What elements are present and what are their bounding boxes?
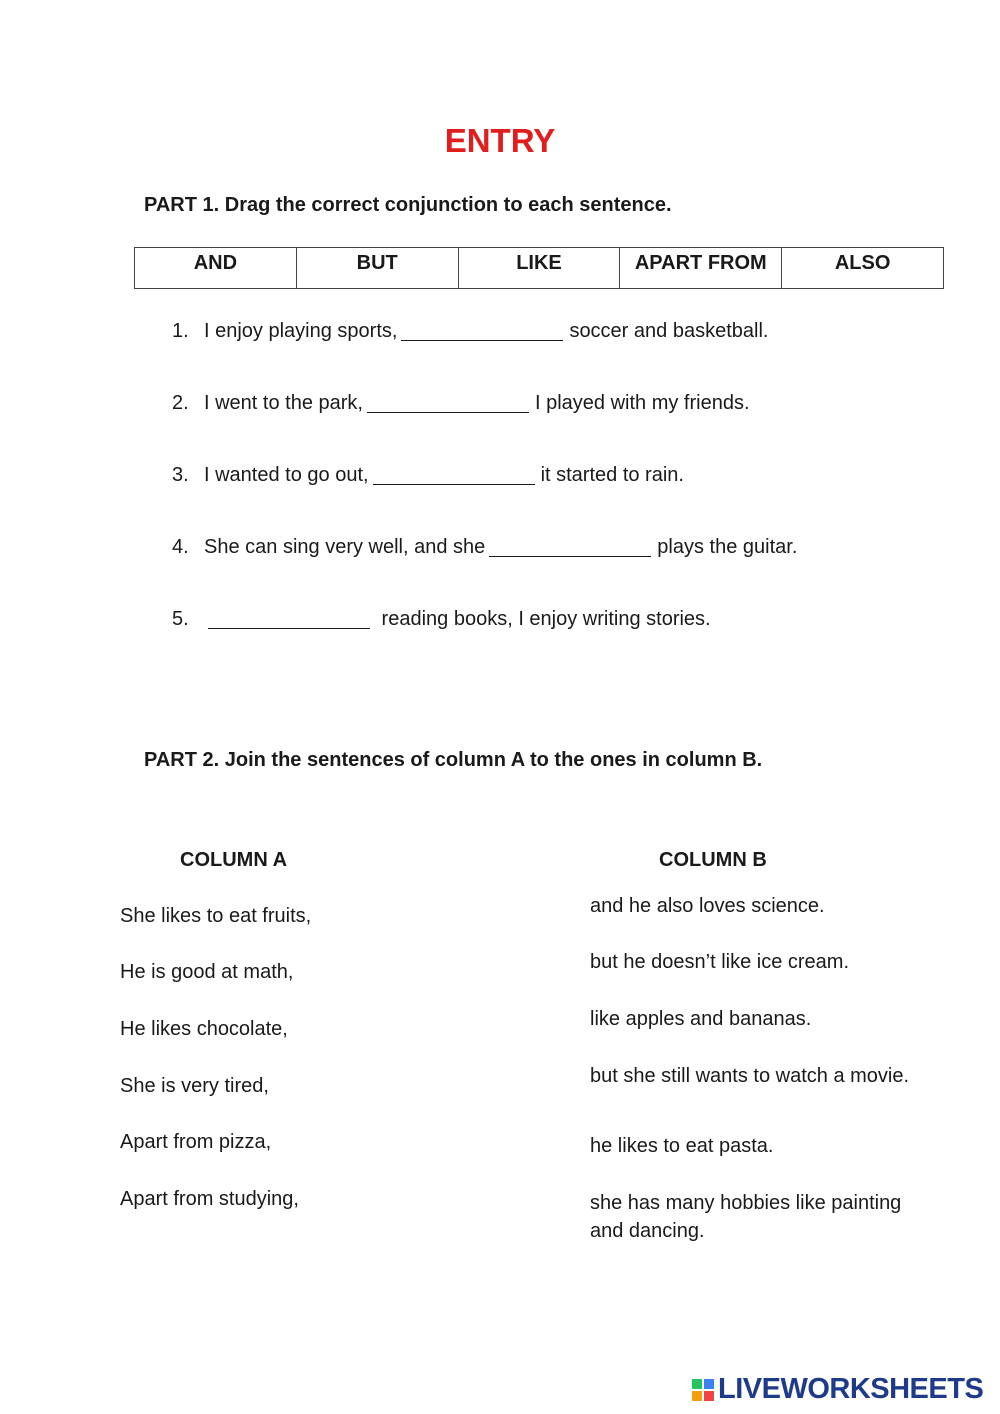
column-a-item-5[interactable]: Apart from pizza, (120, 1131, 272, 1153)
drop-blank-1[interactable] (401, 320, 563, 341)
word-option-and[interactable]: AND (135, 248, 297, 289)
column-b-item-4[interactable]: but she still wants to watch a movie. (590, 1065, 910, 1087)
sentence-text-before: I enjoy playing sports, (204, 320, 398, 342)
column-b-item-1[interactable]: and he also loves science. (590, 895, 825, 917)
sentence-number: 3. (172, 464, 189, 486)
sentence-text-after: plays the guitar. (657, 536, 798, 558)
drop-blank-2[interactable] (367, 392, 529, 413)
liveworksheets-logo (692, 1373, 983, 1406)
column-b-heading: COLUMN B (659, 849, 767, 871)
sentence-5 (172, 608, 797, 680)
sentence-4 (172, 536, 797, 608)
column-b-item-6[interactable]: she has many hobbies like painting and dancing. (590, 1192, 902, 1242)
sentence-text-after: it started to rain. (540, 464, 684, 486)
sentence-2 (172, 392, 797, 464)
page-title: ENTRY (444, 122, 556, 159)
sentence-3 (172, 464, 797, 536)
word-option-but[interactable]: BUT (296, 248, 458, 289)
word-bank (134, 247, 944, 289)
column-a-item-2[interactable]: He is good at math, (120, 961, 294, 983)
part2-heading: PART 2. Join the sentences of column A to the ones in column B. (144, 749, 763, 771)
sentence-number: 4. (172, 536, 189, 558)
drop-blank-3[interactable] (373, 464, 535, 485)
sentence-text-after: I played with my friends. (534, 392, 750, 414)
word-option-also[interactable]: ALSO (782, 248, 944, 289)
sentence-number: 2. (172, 392, 189, 414)
sentence-number: 1. (172, 320, 189, 342)
logo-block (704, 1379, 714, 1389)
sentence-text-after: soccer and basketball. (569, 320, 769, 342)
sentence-text-after: reading books, I enjoy writing stories. (376, 608, 711, 630)
column-b-item-5[interactable]: he likes to eat pasta. (590, 1135, 774, 1157)
logo-text: LIVEWORKSHEETS (718, 1373, 984, 1405)
logo-blocks-icon (692, 1379, 714, 1401)
sentence-text-before: I went to the park, (204, 392, 363, 414)
column-b-item-3[interactable]: like apples and bananas. (590, 1008, 812, 1030)
drop-blank-4[interactable] (489, 536, 651, 557)
sentence-text-before: She can sing very well, and she (204, 536, 486, 558)
drop-blank-5[interactable] (208, 608, 370, 629)
sentence-list (172, 320, 797, 680)
word-option-apart-from[interactable]: APART FROM (620, 248, 782, 289)
column-a-item-6[interactable]: Apart from studying, (120, 1188, 299, 1210)
column-b-item-2[interactable]: but he doesn’t like ice cream. (590, 951, 850, 973)
word-option-like[interactable]: LIKE (458, 248, 620, 289)
sentence-1 (172, 320, 797, 392)
sentence-number: 5. (172, 608, 189, 630)
logo-block (692, 1391, 702, 1401)
part1-heading: PART 1. Drag the correct conjunction to each sentence. (144, 194, 672, 216)
column-a-item-1[interactable]: She likes to eat fruits, (120, 905, 312, 927)
sentence-text-before: I wanted to go out, (204, 464, 369, 486)
column-a-item-3[interactable]: He likes chocolate, (120, 1018, 288, 1040)
column-a-heading: COLUMN A (180, 849, 288, 871)
logo-block (704, 1391, 714, 1401)
logo-block (692, 1379, 702, 1389)
column-a-item-4[interactable]: She is very tired, (120, 1075, 269, 1097)
